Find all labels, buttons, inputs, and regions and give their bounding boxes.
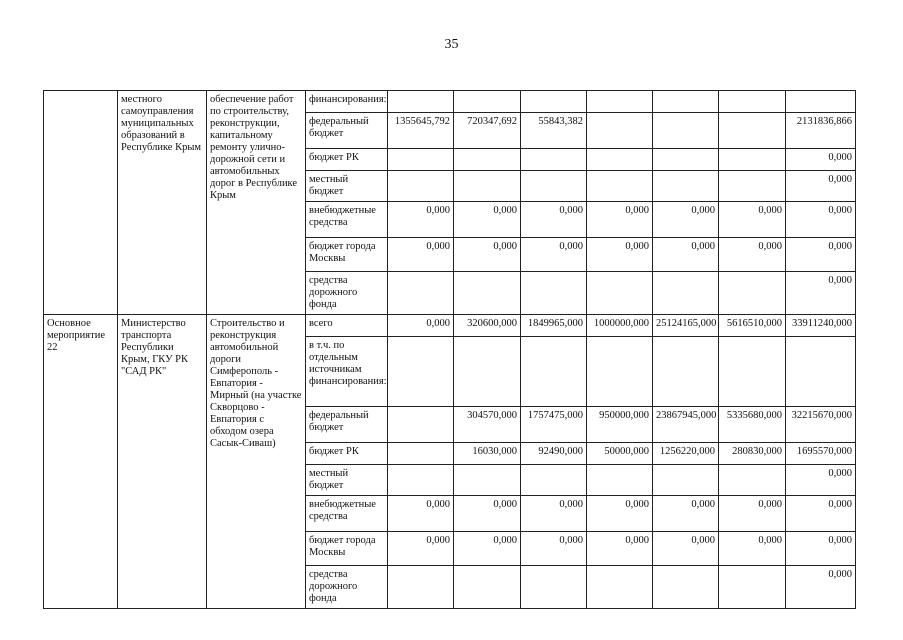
amount-cell (653, 91, 719, 113)
funding-source-cell: бюджет города Москвы (306, 532, 388, 566)
amount-cell (653, 566, 719, 609)
table-row (44, 91, 856, 113)
amount-cell: 0,000 (786, 532, 856, 566)
amount-cell: 92490,000 (521, 443, 587, 465)
amount-cell: 0,000 (454, 202, 521, 238)
amount-cell: 0,000 (587, 532, 653, 566)
executor-cell: Министерство транспорта Республики Крым, ГКУ РК "САД РК" (118, 315, 207, 609)
amount-cell (587, 91, 653, 113)
amount-cell: 50000,000 (587, 443, 653, 465)
funding-source-cell: в т.ч. по отдельным источникам финансирования: (306, 337, 388, 407)
funding-source-cell: бюджет города Москвы (306, 238, 388, 272)
funding-source-cell: всего (306, 315, 388, 337)
amount-cell: 1355645,792 (388, 113, 454, 149)
executor-cell: местного самоуправления муниципальных образований в Республике Крым (118, 91, 207, 315)
amount-cell (454, 91, 521, 113)
amount-cell (719, 566, 786, 609)
amount-cell: 0,000 (454, 532, 521, 566)
amount-cell (719, 149, 786, 171)
amount-cell: 304570,000 (454, 407, 521, 443)
amount-cell (587, 465, 653, 496)
amount-cell (454, 566, 521, 609)
amount-cell: 0,000 (388, 496, 454, 532)
amount-cell (388, 149, 454, 171)
amount-cell: 0,000 (388, 202, 454, 238)
amount-cell (653, 113, 719, 149)
amount-cell (388, 443, 454, 465)
amount-cell: 0,000 (587, 496, 653, 532)
amount-cell (653, 465, 719, 496)
amount-cell: 25124165,000 (653, 315, 719, 337)
amount-cell: 950000,000 (587, 407, 653, 443)
amount-cell (388, 91, 454, 113)
amount-cell (454, 149, 521, 171)
amount-cell (388, 272, 454, 315)
amount-cell (388, 407, 454, 443)
amount-cell: 0,000 (521, 238, 587, 272)
amount-cell (719, 337, 786, 407)
amount-cell (454, 337, 521, 407)
amount-cell: 0,000 (587, 238, 653, 272)
amount-cell (521, 149, 587, 171)
amount-cell: 0,000 (786, 465, 856, 496)
amount-cell: 5616510,000 (719, 315, 786, 337)
funding-source-cell: внебюджетные средства (306, 202, 388, 238)
amount-cell: 0,000 (653, 202, 719, 238)
amount-cell (719, 91, 786, 113)
amount-cell (719, 171, 786, 202)
amount-cell: 0,000 (388, 315, 454, 337)
amount-cell: 23867945,000 (653, 407, 719, 443)
amount-cell (388, 566, 454, 609)
funding-source-cell: средства дорожного фонда (306, 566, 388, 609)
funding-source-cell: местный бюджет (306, 465, 388, 496)
amount-cell (454, 272, 521, 315)
funding-source-cell: бюджет РК (306, 443, 388, 465)
amount-cell (786, 337, 856, 407)
amount-cell (653, 171, 719, 202)
amount-cell: 55843,382 (521, 113, 587, 149)
measure-name-cell (44, 91, 118, 315)
amount-cell (587, 149, 653, 171)
amount-cell: 0,000 (521, 532, 587, 566)
amount-cell (587, 272, 653, 315)
amount-cell: 0,000 (786, 272, 856, 315)
amount-cell: 0,000 (786, 149, 856, 171)
funding-source-cell: федеральный бюджет (306, 407, 388, 443)
amount-cell: 280830,000 (719, 443, 786, 465)
amount-cell (521, 337, 587, 407)
amount-cell: 0,000 (587, 202, 653, 238)
amount-cell (587, 171, 653, 202)
amount-cell: 0,000 (786, 238, 856, 272)
amount-cell: 1256220,000 (653, 443, 719, 465)
funding-source-cell: средства дорожного фонда (306, 272, 388, 315)
amount-cell: 33911240,000 (786, 315, 856, 337)
amount-cell: 0,000 (653, 238, 719, 272)
amount-cell: 0,000 (719, 532, 786, 566)
amount-cell: 0,000 (786, 496, 856, 532)
table-row (44, 315, 856, 337)
amount-cell (786, 91, 856, 113)
measure-name-cell: Основное мероприятие 22 (44, 315, 118, 609)
amount-cell (587, 566, 653, 609)
amount-cell (587, 113, 653, 149)
amount-cell (521, 272, 587, 315)
amount-cell (388, 337, 454, 407)
amount-cell: 0,000 (653, 496, 719, 532)
amount-cell: 0,000 (521, 202, 587, 238)
amount-cell (719, 465, 786, 496)
description-cell: обеспечение работ по строительству, реконструкции, капитальному ремонту улично-дорожной сети и автомобильных дорог в Республике Крым (207, 91, 306, 315)
amount-cell: 0,000 (786, 171, 856, 202)
amount-cell: 16030,000 (454, 443, 521, 465)
amount-cell (521, 566, 587, 609)
description-cell: Строительство и реконструкция автомобильной дороги Симферополь - Евпатория - Мирный (на участке Скворцово - Евпатория с обходом озера Сасык-Сиваш) (207, 315, 306, 609)
amount-cell (521, 465, 587, 496)
amount-cell: 1757475,000 (521, 407, 587, 443)
amount-cell: 1849965,000 (521, 315, 587, 337)
amount-cell (388, 465, 454, 496)
amount-cell: 0,000 (388, 532, 454, 566)
amount-cell (454, 171, 521, 202)
amount-cell: 0,000 (719, 496, 786, 532)
amount-cell (521, 171, 587, 202)
amount-cell: 32215670,000 (786, 407, 856, 443)
amount-cell (719, 272, 786, 315)
funding-source-cell: федеральный бюджет (306, 113, 388, 149)
amount-cell (719, 113, 786, 149)
amount-cell (521, 91, 587, 113)
amount-cell: 0,000 (719, 238, 786, 272)
amount-cell: 2131836,866 (786, 113, 856, 149)
amount-cell: 0,000 (719, 202, 786, 238)
funding-source-cell: внебюджетные средства (306, 496, 388, 532)
funding-source-cell: бюджет РК (306, 149, 388, 171)
amount-cell (653, 337, 719, 407)
amount-cell (653, 149, 719, 171)
amount-cell: 0,000 (388, 238, 454, 272)
budget-table (43, 90, 856, 609)
amount-cell: 320600,000 (454, 315, 521, 337)
page-number: 35 (444, 37, 459, 52)
amount-cell: 1000000,000 (587, 315, 653, 337)
amount-cell: 720347,692 (454, 113, 521, 149)
amount-cell (454, 465, 521, 496)
amount-cell: 0,000 (786, 566, 856, 609)
amount-cell (653, 272, 719, 315)
amount-cell: 1695570,000 (786, 443, 856, 465)
amount-cell (587, 337, 653, 407)
amount-cell: 0,000 (786, 202, 856, 238)
funding-source-cell: местный бюджет (306, 171, 388, 202)
amount-cell: 0,000 (454, 496, 521, 532)
budget-table-body (44, 91, 856, 609)
amount-cell: 5335680,000 (719, 407, 786, 443)
amount-cell: 0,000 (454, 238, 521, 272)
amount-cell: 0,000 (653, 532, 719, 566)
amount-cell (388, 171, 454, 202)
funding-source-cell: финансирования: (306, 91, 388, 113)
amount-cell: 0,000 (521, 496, 587, 532)
